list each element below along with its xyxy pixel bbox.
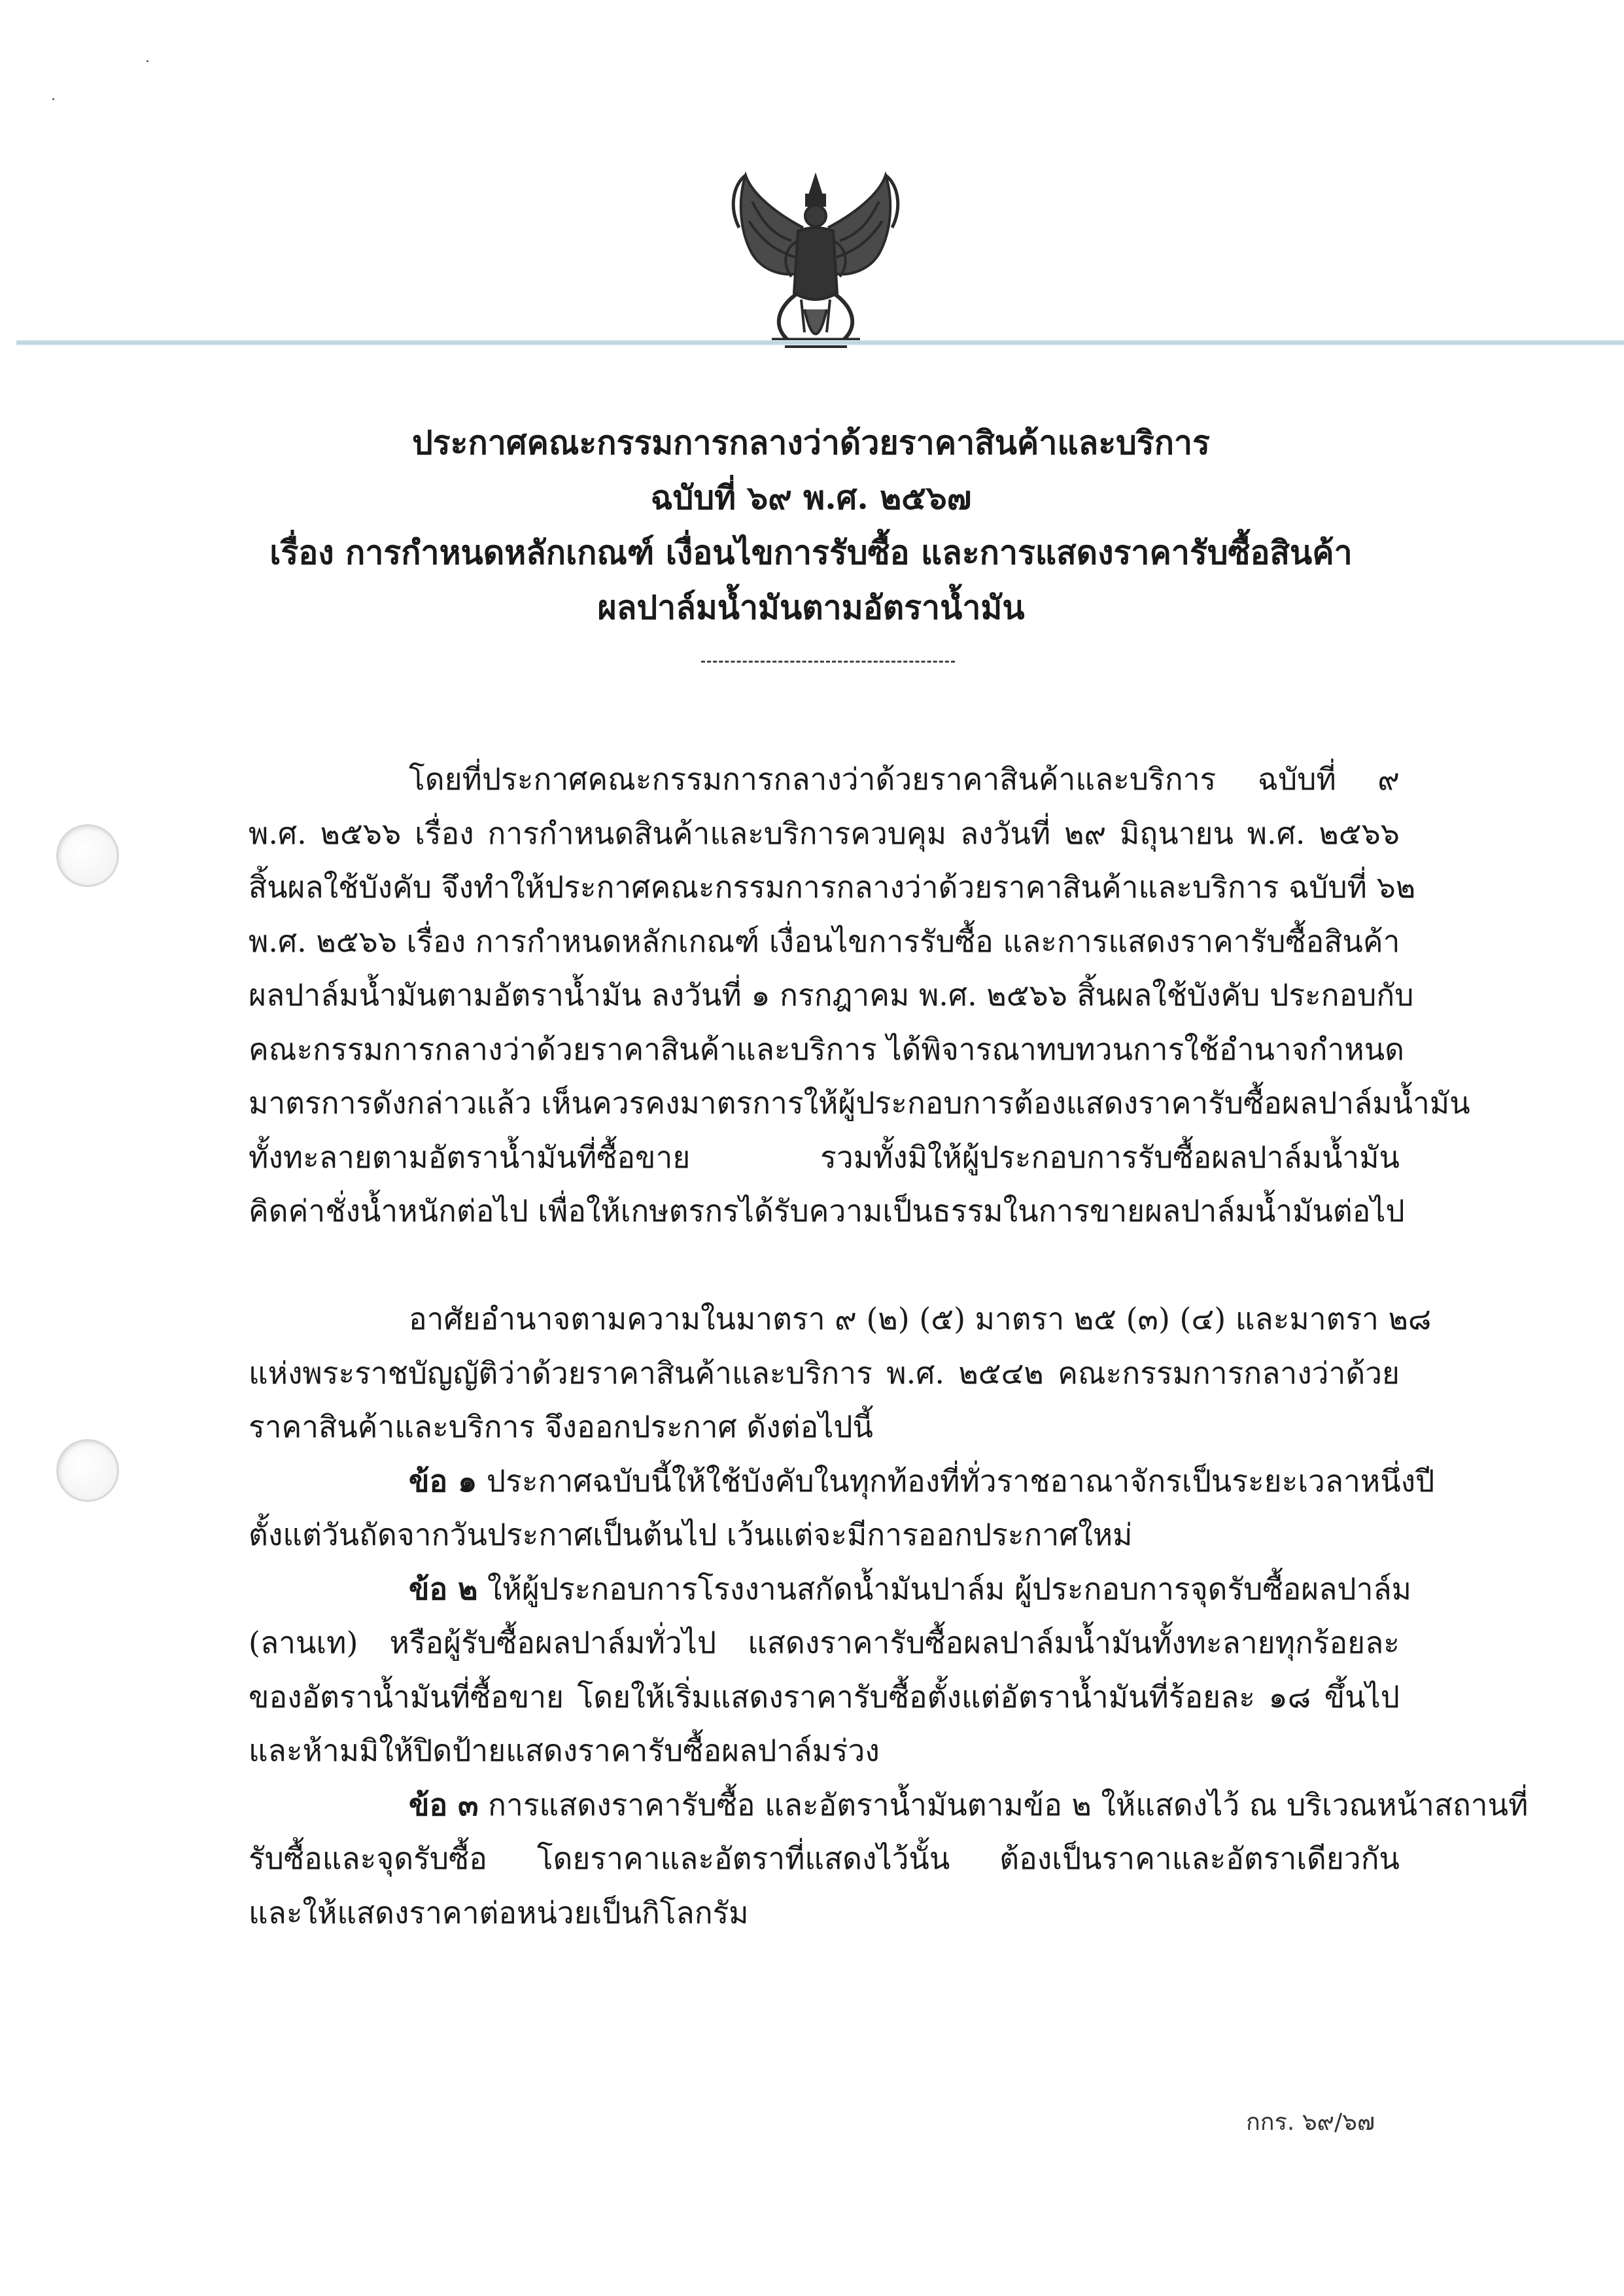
speck [147,60,148,62]
clause-3 [249,1778,1529,1832]
punch-hole [56,1439,119,1502]
text-line: แห่งพระราชบัญญัติว่าด้วยราคาสินค้าและบริการ พ.ศ. ๒๕๔๒ คณะกรรมการกลางว่าด้วย [249,1355,1400,1391]
text-line: (ลานเท) หรือผู้รับซื้อผลปาล์มทั่วไป แสดงราคารับซื้อผลปาล์มน้ำมันทั้งทะลายทุกร้อยละ [249,1625,1400,1660]
text-line: ผลปาล์มน้ำมันตามอัตราน้ำมัน ลงวันที่ ๑ กรกฎาคม พ.ศ. ๒๕๖๖ สิ้นผลใช้บังคับ ประกอบกับ [249,977,1414,1013]
clause-text: การแสดงราคารับซื้อ และอัตราน้ำมันตามข้อ ๒ ให้แสดงไว้ ณ บริเวณหน้าสถานที่ [478,1786,1529,1822]
text-line: และให้แสดงราคาต่อหน่วยเป็นกิโลกรัม [249,1894,749,1930]
text-line: โดยที่ประกาศคณะกรรมการกลางว่าด้วยราคาสินค้าและบริการ ฉบับที่ ๙ [409,761,1400,797]
clause-2 [249,1562,1411,1616]
title-line: ประกาศคณะกรรมการกลางว่าด้วยราคาสินค้าและบริการ [412,423,1210,462]
document-title [249,415,1373,635]
title-separator [701,661,955,663]
title-line: ผลปาล์มน้ำมันตามอัตราน้ำมัน [597,588,1025,627]
clause-text: ประกาศฉบับนี้ให้ใช้บังคับในทุกท้องที่ทั่วราชอาณาจักรเป็นระยะเวลาหนึ่งปี [477,1463,1435,1499]
text-line: อาศัยอำนาจตามความในมาตรา ๙ (๒) (๕) มาตรา ๒๕ (๓) (๔) และมาตรา ๒๘ [409,1301,1432,1336]
clause-label: ข้อ ๑ [409,1463,477,1499]
text-line: ตั้งแต่วันถัดจากวันประกาศเป็นต้นไป เว้นแต่จะมีการออกประกาศใหม่ [249,1517,1133,1552]
title-line: ฉบับที่ ๖๙ พ.ศ. ๒๕๖๗ [650,478,972,517]
punch-hole [56,824,119,887]
text-line: พ.ศ. ๒๕๖๖ เรื่อง การกำหนดสินค้าและบริการควบคุม ลงวันที่ ๒๙ มิถุนายน พ.ศ. ๒๕๖๖ [249,815,1400,851]
text-line: ของอัตราน้ำมันที่ซื้อขาย โดยให้เริ่มแสดงราคารับซื้อตั้งแต่อัตราน้ำมันที่ร้อยละ ๑๘ ขึ้นไป [249,1679,1400,1714]
text-line: คิดค่าชั่งน้ำหนักต่อไป เพื่อให้เกษตรกรได้รับความเป็นธรรมในการขายผลปาล์มน้ำมันต่อไป [249,1193,1405,1228]
text-line: และห้ามมิให้ปิดป้ายแสดงราคารับซื้อผลปาล์มร่วง [249,1733,880,1768]
text-line: มาตรการดังกล่าวแล้ว เห็นควรคงมาตรการให้ผู้ประกอบการต้องแสดงราคารับซื้อผลปาล์มน้ำมัน [249,1085,1470,1121]
clause-text: ให้ผู้ประกอบการโรงงานสกัดน้ำมันปาล์ม ผู้ประกอบการจุดรับซื้อผลปาล์ม [477,1571,1411,1607]
preamble-paragraph [249,752,1470,1238]
text-line: คณะกรรมการกลางว่าด้วยราคาสินค้าและบริการ ได้พิจารณาทบทวนการใช้อำนาจกำหนด [249,1031,1405,1067]
provisions [249,1292,1529,1939]
title-line: เรื่อง การกำหนดหลักเกณฑ์ เงื่อนไขการรับซื้อ และการแสดงราคารับซื้อสินค้า [269,533,1353,572]
clause-1 [249,1454,1435,1508]
clause-label: ข้อ ๒ [409,1571,478,1607]
clause-label: ข้อ ๓ [409,1786,479,1822]
text-line: รับซื้อและจุดรับซื้อ โดยราคาและอัตราที่แสดงไว้นั้น ต้องเป็นราคาและอัตราเดียวกัน [249,1841,1400,1876]
text-line: ราคาสินค้าและบริการ จึงออกประกาศ ดังต่อไปนี้ [249,1409,873,1444]
speck [52,98,54,100]
document-code: กกร. ๖๙/๖๗ [1246,2109,1375,2136]
text-line: ทั้งทะลายตามอัตราน้ำมันที่ซื้อขาย รวมทั้งมิให้ผู้ประกอบการรับซื้อผลปาล์มน้ำมัน [249,1139,1400,1175]
garuda-emblem [726,169,906,365]
text-line: สิ้นผลใช้บังคับ จึงทำให้ประกาศคณะกรรมการกลางว่าด้วยราคาสินค้าและบริการ ฉบับที่ ๖๒ [249,869,1416,905]
text-line: พ.ศ. ๒๕๖๖ เรื่อง การกำหนดหลักเกณฑ์ เงื่อนไขการรับซื้อ และการแสดงราคารับซื้อสินค้า [249,923,1400,959]
header-rule [16,340,1624,345]
